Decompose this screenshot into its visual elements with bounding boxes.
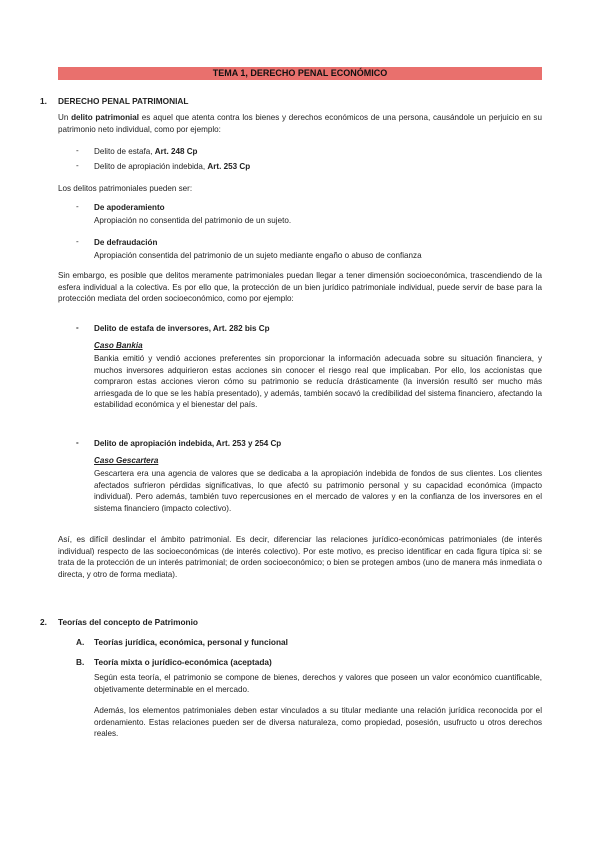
bullet-dash: - [76,146,79,155]
case-2-heading: Delito de apropiación indebida, Art. 253 y 254 Cp [94,439,282,448]
example-2-text: Delito de apropiación indebida, [94,162,208,171]
case-1-title: Caso Bankia [94,341,143,350]
section-1-para-3: Así, es difícil deslindar el ámbito patrimonial. Es decir, diferenciar las relaciones jurídico-económicas patrimoniales (de interés individual) respecto de las socioeconómicas (de interés colectivo). Por este motivo, es preciso identificar en cada figura típica si: se trata de la protección de un interés patrimonial; de orden socioeconómico; o bien se protegen ambos (uno de manera más inmediata o directa, y otro de forma mediata). [58,535,542,579]
item-b-label: Teoría mixta o jurídico-económica (aceptada) [94,657,272,667]
types-intro: Los delitos patrimoniales pueden ser: [58,184,193,193]
section-1-heading: DERECHO PENAL PATRIMONIAL [58,96,189,106]
intro-bold-term: delito patrimonial [71,113,140,122]
item-b-letter: B. [76,657,85,667]
section-1-number: 1. [40,96,47,106]
section-1-intro [58,112,542,135]
example-1-text: Delito de estafa, [94,147,155,156]
case-1-text: Bankia emitió y vendió acciones preferentes sin proporcionar la información adecuada sobre su situación financiera, y muchos inversores adquirieron estas acciones sin conocer el riesgo real que implicaban. Por ello, los accionistas que compraron estas acciones vieron cómo su patrimonio se reducía drásticamente (la inversión resultó ser mucho más arriesgada de lo que se les había presentado), y además, también socavó la credibilidad del sistema financiero, afectando la estabilidad económica y el bienestar del país. [94,354,542,410]
item-a-letter: A. [76,637,85,647]
document-title: TEMA 1, DERECHO PENAL ECONÓMICO [58,67,542,80]
example-item-1 [94,146,197,158]
example-item-2 [94,161,250,173]
example-1-article: Art. 248 Cp [154,147,198,156]
bullet-dash: - [76,202,79,211]
bullet-dash: - [76,438,79,447]
bullet-dash: - [76,323,79,332]
case-1-heading: Delito de estafa de inversores, Art. 282 bis Cp [94,324,270,333]
section-2-number: 2. [40,617,47,627]
bullet-dash: - [76,161,79,170]
item-b-para-2: Además, los elementos patrimoniales deben estar vinculados a su titular mediante una relación jurídica reconocida por el ordenamiento. Estas relaciones pueden ser de diversa naturaleza, como propiedad, posesión, usufructo u otros derechos reales. [94,706,542,739]
item-b-para-1: Según esta teoría, el patrimonio se compone de bienes, derechos y valores que poseen un valor económico cuantificable, objetivamente determinable en el mercado. [94,673,542,694]
section-2-heading: Teorías del concepto de Patrimonio [58,617,198,627]
case-2-text: Gescartera era una agencia de valores que se dedicaba a la apropiación indebida de fondos de sus clientes. Los clientes afectados sufrieron pérdidas significativas, lo que afectó su patrimonio personal y su capacidad económica (impacto individual). Pero además, también tuvo repercusiones en el mercado de valores y en la confianza de los inversores en el sistema financiero (impacto colectivo). [94,469,542,513]
type-1-desc: Apropiación no consentida del patrimonio de un sujeto. [94,216,292,225]
intro-post: es aquel que atenta contra los bienes y derechos económicos de una persona, causándole un perjuicio en su patrimonio neto individual, como por ejemplo: [58,113,542,134]
section-1-para-2: Sin embargo, es posible que delitos meramente patrimoniales puedan llegar a tener dimensión socioeconómica, trascendiendo de la esfera individual a la colectiva. Es por ello que, la protección de un bien jurídico patrimoniale individual, puede servir de base para la protección mediata del orden socioeconómico, como por ejemplo: [58,271,542,304]
type-1-label: De apoderamiento [94,203,165,212]
intro-pre: Un [58,113,72,122]
type-2-label: De defraudación [94,238,158,247]
bullet-dash: - [76,237,79,246]
type-2-desc: Apropiación consentida del patrimonio de un sujeto mediante engaño o abuso de confianza [94,251,422,260]
item-a-label: Teorías jurídica, económica, personal y funcional [94,637,288,647]
case-2-title: Caso Gescartera [94,456,159,465]
example-2-article: Art. 253 Cp [207,162,251,171]
